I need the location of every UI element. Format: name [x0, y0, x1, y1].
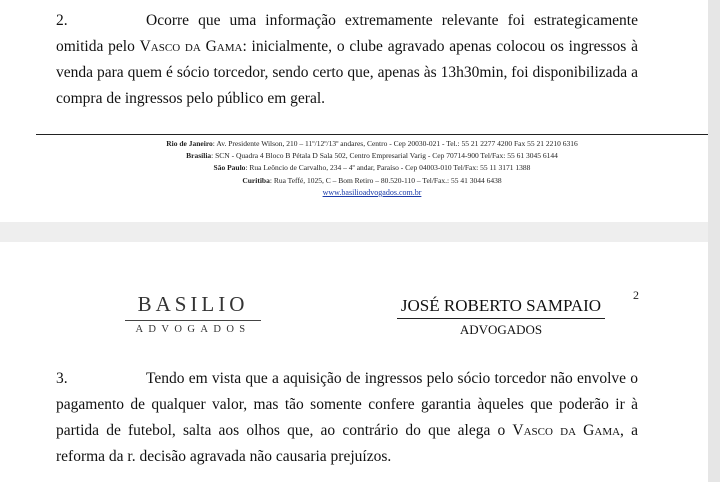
club-name: Vasco da Gama: [139, 38, 243, 55]
office-city: Rio de Janeiro: [166, 139, 213, 148]
footer-divider: [36, 134, 708, 135]
paragraph-text: , a reforma da r. decisão agravada não causaria prejuízos.: [56, 422, 638, 465]
jose-roberto-sampaio-logo: [396, 296, 606, 338]
paragraph-text: : inicialmente, o clube agravado apenas colocou os ingressos à venda para quem é sócio torcedor, sendo certo que, apenas às 13h30min, foi disponibilizada a compra de ingressos pelo público em geral.: [56, 38, 638, 107]
office-line: [36, 138, 708, 150]
office-address: : Rua Teffé, 1025, C – Bom Retiro – 80.520-110 – Tel/Fax.: 55 41 3044 6438: [269, 175, 502, 185]
logo-subtitle: ADVOGADOS: [459, 322, 543, 337]
paragraph-number: 2.: [56, 12, 68, 29]
page-number: 2: [633, 288, 639, 302]
logo-name: JOSÉ ROBERTO SAMPAIO: [400, 296, 602, 315]
basilio-logo: [118, 292, 268, 335]
office-address: : Av. Presidente Wilson, 210 – 11º/12º/13º andares, Centro - Cep 20030-021 - Tel.: 55 21 2277 4200 Fax 55 21 2210 6316: [212, 139, 578, 148]
logo-name: BASILIO: [137, 292, 249, 316]
logo-subtitle: ADVOGADOS: [135, 324, 251, 335]
paragraph-number: 3.: [56, 370, 68, 387]
paragraph-3: [56, 366, 638, 470]
office-address: : Rua Leôncio de Carvalho, 234 – 4º andar, Paraíso - Cep 04003-010 Tel/Fax: 55 11 3171 1388: [245, 163, 531, 173]
office-city: Brasília: [186, 151, 212, 161]
office-line: [36, 175, 708, 187]
logo-rule: [397, 318, 605, 319]
office-city: São Paulo: [213, 163, 246, 173]
club-name: Vasco da Gama: [512, 422, 621, 439]
paragraph-2: [56, 8, 638, 112]
page-gap: [0, 222, 720, 242]
letterhead-footer: [36, 138, 708, 199]
office-address: : SCN - Quadra 4 Bloco B Pétala D Sala 502, Centro Empresarial Varig - Cep 70714-900 Tel/Fax: 55 61 3045 6144: [211, 151, 558, 161]
logo-rule: [125, 320, 261, 321]
paragraph-text: Ocorre que uma informação extremamente relevante foi estrategicamente omitida pelo: [56, 12, 638, 55]
office-line: [36, 150, 708, 162]
viewer-edge: [708, 0, 720, 482]
office-city: Curitiba: [242, 175, 270, 185]
paragraph-text: Tendo em vista que a aquisição de ingressos pelo sócio torcedor não envolve o pagamento de qualquer valor, mas tão somente confere garantia àqueles que poderão ir à partida de futebol, salta aos olhos que, ao contrário do que alega o: [56, 370, 638, 439]
website-link[interactable]: www.basilioadvogados.com.br: [322, 187, 422, 197]
office-line: [36, 162, 708, 174]
